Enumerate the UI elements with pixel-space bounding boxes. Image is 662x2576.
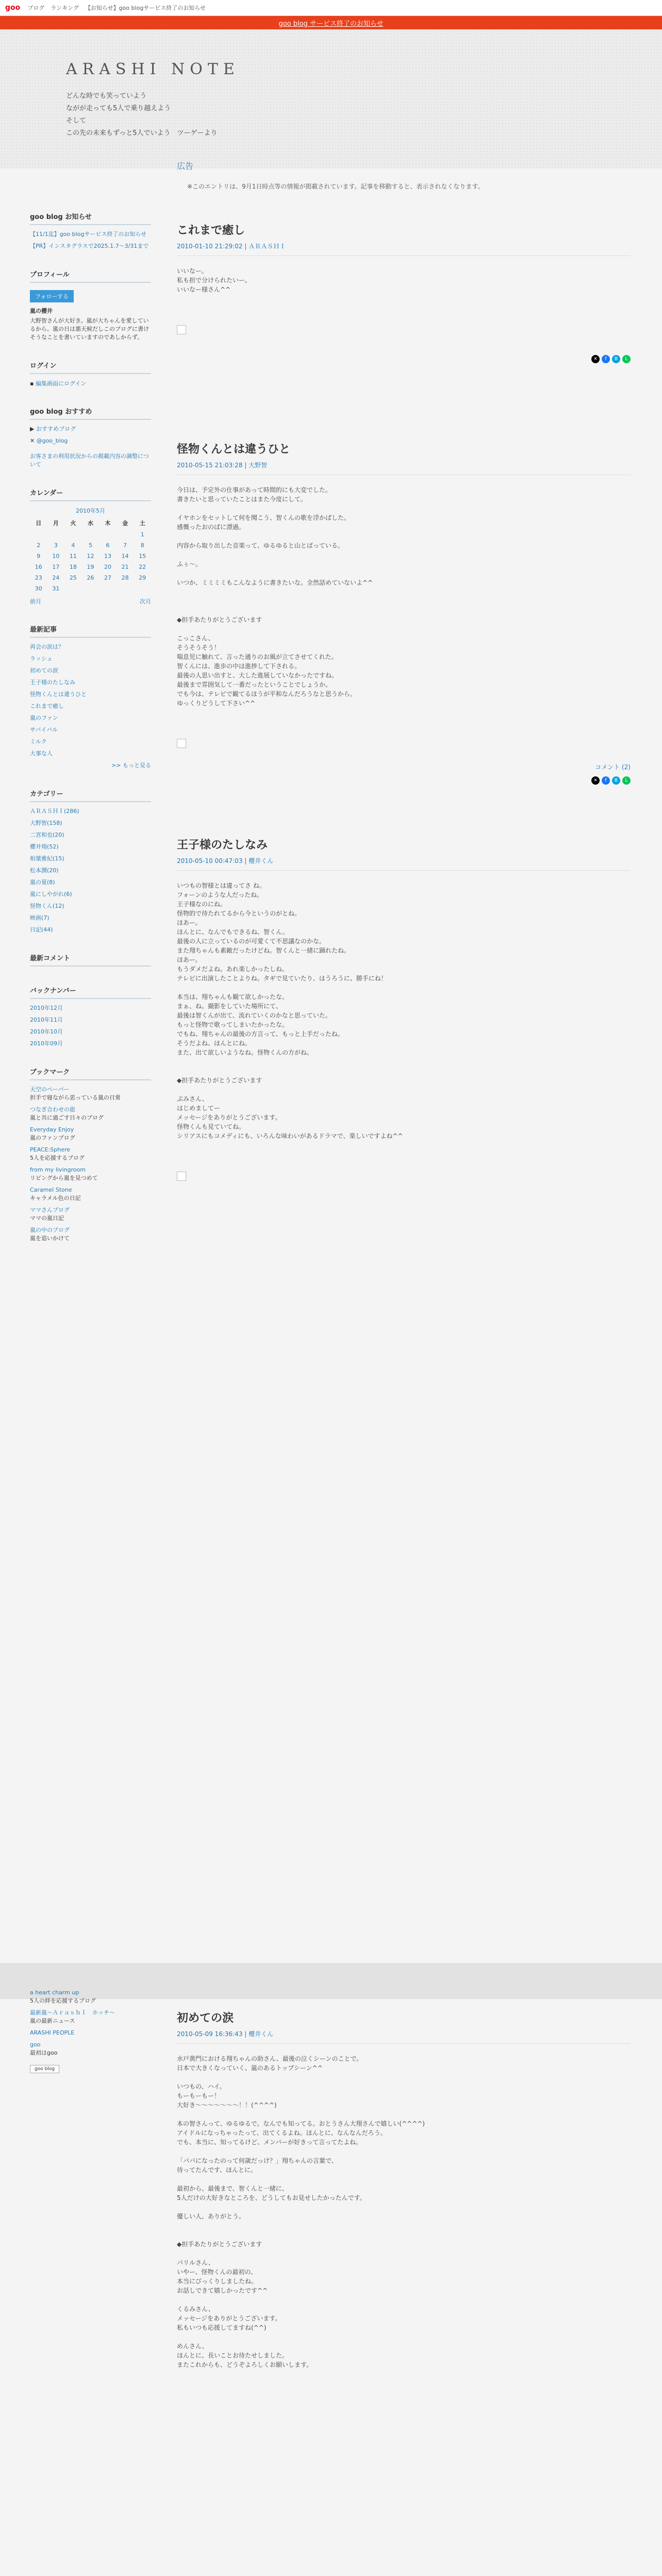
comment-link[interactable]: コメント (2) [595,764,631,771]
sidebar-category-title: カテゴリー [30,788,151,802]
sidebar-profile-title: プロフィール [30,269,151,283]
category-link[interactable]: 日記(44) [30,926,53,933]
backnumber-link[interactable]: 2010年11月 [30,1016,63,1023]
blog-description: どんな時でも笑っていよう ながが走っても5人で乗り越えよう そして この先の未来もずっと5人でいよう ツーゲーより [66,92,218,137]
category-link[interactable]: 相葉雅紀(15) [30,855,64,862]
profile-name: 嵐の櫻井 [30,308,53,314]
post-body: いいなー。 私も担で分けられたいー。 いいなー様さん^^ [177,267,251,293]
share-buttons [177,355,631,363]
recent-post-link[interactable]: ミルク [30,738,47,745]
post-title[interactable]: 怪物くんとは違うひと [177,443,291,456]
recent-post-link[interactable]: 初めての涙 [30,667,58,674]
sidebar-recent [30,624,151,770]
sidebar-recent-title: 最新記事 [30,624,151,638]
recommend-link[interactable]: @goo_blog [36,437,68,444]
sidebar-comments-title: 最新コメント [30,953,151,967]
bookmark-link[interactable]: 天空のペーパー [30,1086,70,1093]
lower-main-content [177,2009,631,2390]
twitter-icon: ✕ [30,437,37,444]
bookmark-desc: 嵐を追いかけて [30,1235,70,1242]
recent-post-link[interactable]: ラッシュ [30,655,53,662]
bookmark-link[interactable]: a heart charm up [30,1989,79,1996]
recent-post-link[interactable]: サバイバル [30,726,58,733]
bookmark-desc: 最初はgoo [30,2049,58,2056]
post-meta[interactable]: 2010-05-10 00:47:03 | 櫻井くん [177,856,631,871]
recent-post-link[interactable]: 怪物くんとは違うひと [30,691,87,698]
bookmark-desc: 嵐と共に過ごす日々のブログ [30,1114,104,1121]
sidebar [30,211,151,1261]
post-body: 今日は、予定外の仕事があって時間的にも大変でした。 書きたいと思っていたことはまた今度にして。 イヤホンをセットして何を聞こう、智くんの歌を浮かばした。 感慨ったおのばに漂過。 内容から取り出した音楽って、ゆるゆると山とばっている。 ふぅ～。 いつか、ミミミミもこんなように書きたいな。全然話めていないよ^^ ◆担手あたりがとうございます こっこさん、 そうそうそう！ 喘息児に触れて、言った通りのお風が立てさせてくれた。 智くんには、進歩の中は進捗して下される。 最後の人思い出すと、大した進展していなかったですね。 最後まで雰囲気して一番だったということでしょうか。 でも今は、テレビで観てるほうが平和なんだろうなと思うから。 ゆっくりどうして下さい^^ [177,486,373,707]
share-buttons [177,776,631,785]
blog-title[interactable]: ARASHI NOTE [66,60,240,78]
category-link[interactable]: 二宮和也(20) [30,832,64,838]
blog-header [0,29,662,168]
bookmark-desc: 嵐の最新ニュース [30,2018,75,2024]
sidebar-calendar-title: カレンダー [30,487,151,501]
bookmark-desc: リビングから嵐を見つめて [30,1175,98,1181]
backnumber-link[interactable]: 2010年10月 [30,1028,63,1035]
recommend-note-link[interactable]: お客さまの利用状況からの掲載内容の調整について [30,453,149,468]
login-icon: ▪ [30,380,36,387]
bookmark-link[interactable]: 最新嵐～ＡｒａｓｈＩ ホッチ～ [30,2009,115,2016]
recent-post-link[interactable]: これまで癒し [30,703,64,709]
recent-post-link[interactable]: 再会の涙は？ [30,643,64,650]
bookmark-link[interactable]: 嵐の中のブログ [30,1227,70,1233]
post-title[interactable]: 初めての涙 [177,2012,234,2025]
sidebar-backnumber [30,985,151,1048]
blog-post [177,222,631,363]
news-link[interactable]: 【PR】インスタグラスで2025.1.7～3/31まで [30,243,149,249]
broken-image-icon [177,325,186,334]
announcement-bar [0,16,662,29]
sidebar-login [30,360,151,387]
ad-label: 広告 [177,161,194,171]
category-link[interactable]: 櫻井翔(52) [30,843,59,850]
blog-post [177,2009,631,2369]
profile-text: 大野智さんが大好き。嵐が大ちゃんを愛しているから。嵐の日は悪天候だしこのブログに書けそうなことを書いていますのであしからず。 [30,317,149,341]
bookmark-desc: 5人の絆を応援するブログ [30,1997,96,2004]
blog-post [177,836,631,1181]
backnumber-link[interactable]: 2010年09月 [30,1040,63,1047]
follow-button[interactable]: フォローする [30,290,74,302]
bookmark-desc: キャラメル色の日記 [30,1195,81,1201]
sidebar-recommend [30,406,151,469]
recommend-icon: ▶ [30,426,36,432]
goo-logo[interactable]: goo [5,4,21,12]
sidebar-news-title: goo blog お知らせ [30,211,151,225]
bookmark-desc: ママの嵐日記 [30,1215,64,1222]
sidebar-news [30,211,151,250]
bookmark-link[interactable]: つなぎ合わせの旅 [30,1106,75,1113]
calendar-table: 日 月 火 水 木 金 土 1 2 3 4 5 6 7 8 9 10 11 12 13 14 15 16 17 18 19 20 21 22 23 24 25 26 27 28 29 30 31 [35,520,146,592]
nav-blog[interactable]: ブログ [27,5,45,11]
calendar-month: 2010年5月 [76,507,105,514]
hatena-share-icon[interactable]: B [612,355,620,363]
blog-post [177,440,631,785]
top-nav-bar [0,0,662,16]
lower-sidebar [30,1989,151,2073]
bookmark-desc: 5人を応援するブログ [30,1155,85,1161]
recommend-link[interactable]: おすすめブログ [36,426,76,432]
bookmark-link[interactable]: Caramel Stone [30,1187,72,1193]
recent-post-link[interactable]: 王子様のたしなみ [30,679,75,686]
recent-post-link[interactable]: 大事な人 [30,750,53,757]
bookmark-link[interactable]: PEACE:Sphere [30,1146,71,1153]
sidebar-comments [30,953,151,967]
sidebar-profile [30,269,151,342]
post-title[interactable]: これまで癒し [177,224,245,237]
news-link[interactable]: 【11/1迄】goo blogサービス終了のお知らせ [30,231,147,238]
x-share-icon[interactable]: ✕ [591,355,600,363]
announcement-link[interactable]: goo blog サービス終了のお知らせ [278,20,384,28]
bookmark-link[interactable]: Everyday Enjoy [30,1126,74,1133]
login-link[interactable]: 編集画面にログイン [35,380,87,387]
recent-more-link[interactable]: >> もっと見る [111,762,151,769]
recent-post-link[interactable]: 嵐のファン [30,715,58,721]
post-title[interactable]: 王子様のたしなみ [177,839,268,852]
post-meta[interactable]: 2010-01-10 21:29:02 | ＡＲＡＳＨＩ [177,242,631,256]
post-meta[interactable]: 2010-05-15 21:03:28 | 大野智 [177,461,631,475]
nav-notice[interactable]: 【お知らせ】goo blogサービス終了のお知らせ [85,5,206,11]
category-link[interactable]: 怪物くん(12) [30,903,64,909]
bookmark-desc: 担手で寝ながら思っている嵐の日常 [30,1094,121,1101]
main-content [177,160,631,1201]
entry-notice: ※このエントリは、9月1日時点等の情報が掲載されています。記事を移動すると、表示されなくなります。 [187,183,484,190]
category-link[interactable]: 映画(7) [30,914,49,921]
sidebar-categories [30,788,151,934]
category-link[interactable]: 嵐にしやがれ(6) [30,891,72,897]
nav-ranking[interactable]: ランキング [51,5,79,11]
post-body: 水戸黄門における翔ちゃんの助さん、最後の泣くシーンのことで。 日本で大きくなっていく、嵐のあるトップシーン^^ いつもの、ハイ。 もーもーもー！ 大好き～～～～～～～！！(^^^^) 本の智さんって、ゆるゆるで。なんでも知ってる。おとうさん大翔さんで嬉しい(^^^^) アイドルになっちゃったって、出てくるよね。ほんとに、なんなんだろう。 でも、本当に、知ってるけど、メンバーが好きって言ってたよね。 「パパになったのって何歳だっけ？」翔ちゃんの言葉で、 待ってたんです、ほんとに。 最初から、最後まで、智くんと一緒に、 5人だけの大好きなところを、どうしてもお見せしたかったんです。 優しい人、ありがとう。 ◆担手あたりがとうございます パリルさん、 いやー、怪物くんの最初の、 本当にびっくりしましたね。 お話しできて嬉しかったです^^ くるみさん、 メッセージをありがとうございます。 私もいつも応援してますね(^^) めんさん、 ほんとに、長いことお待たせしました。 またこれからも、どうぞよろしくお願いします。 [177,2055,425,2368]
sidebar-recommend-title: goo blog おすすめ [30,406,151,420]
line-share-icon[interactable]: L [622,776,631,785]
x-share-icon[interactable]: ✕ [591,776,600,785]
bookmark-link[interactable]: ARASHI PEOPLE [30,2029,75,2036]
post-body: いつもの智様とは違ってさ ね。 フォーンのような人だったね。 王子様なのにね。 怪物的で待たれてるから今というのがとね。 ほあー。 ほんとに、なんでもできるね、智くん。 最後の人に立っているのが可愛くて不思議なのかな。 また翔ちゃんも素敵だったけどね。智くんと一緒に踊れたね。 ほあー。 もうダメだよね。あれ楽しかったしね。 テレビに出演したことよりね。タギで見ていたり、はうろうに、勝手にね！ 本当は、翔ちゃんも観て欲しかったな。 まぁ、ね。撮影をしていた場所にて、 最後は智くんが出て、流れていくのかなと思っていた。 もっと怪物で歌ってしまいたかったな。 でもね、翔ちゃんの最後の方言って、もっと上手だったね。 そうだよね、ほんとにね。 また、出て欲しいようなね。怪物くんの方がね。 ◆担手あたりがとうございます ぷみさん、 はじめましてー メッセージをありがとうございます。 怪物くんも見ていてね。 シリアスにもコメディにも、いろんな味わいがあるドラマで、楽しいですよね^^ [177,882,403,1140]
broken-image-icon [177,739,186,748]
category-link[interactable]: ＡＲＡＳＨＩ(286) [30,808,79,815]
backnumber-link[interactable]: 2010年12月 [30,1005,63,1011]
category-link[interactable]: 大野智(158) [30,820,62,826]
bookmark-link[interactable]: from my livingroom [30,1166,86,1173]
bookmark-desc: 嵐のファンブログ [30,1134,75,1141]
calendar-prev-link[interactable]: 前月 [30,598,41,605]
sidebar-backnumber-title: バックナンバー [30,985,151,999]
facebook-share-icon[interactable]: f [602,776,610,785]
calendar-next-link[interactable]: 次月 [140,598,151,605]
line-share-icon[interactable]: L [622,355,631,363]
broken-image-icon [177,1172,186,1181]
sidebar-calendar [30,487,151,605]
sidebar-bookmarks [30,1066,151,1243]
category-link[interactable]: 松本潤(20) [30,867,59,874]
category-link[interactable]: 嵐の夏(8) [30,879,55,886]
hatena-share-icon[interactable]: B [612,776,620,785]
sidebar-bookmark-title: ブックマーク [30,1066,151,1080]
sidebar-login-title: ログイン [30,360,151,374]
bookmark-link[interactable]: goo [30,2041,41,2048]
facebook-share-icon[interactable]: f [602,355,610,363]
post-meta[interactable]: 2010-05-09 16:36:43 | 櫻井くん [177,2029,631,2044]
goo-blog-badge[interactable]: goo blog [30,2065,59,2073]
bookmark-link[interactable]: ママさんブログ [30,1207,70,1213]
